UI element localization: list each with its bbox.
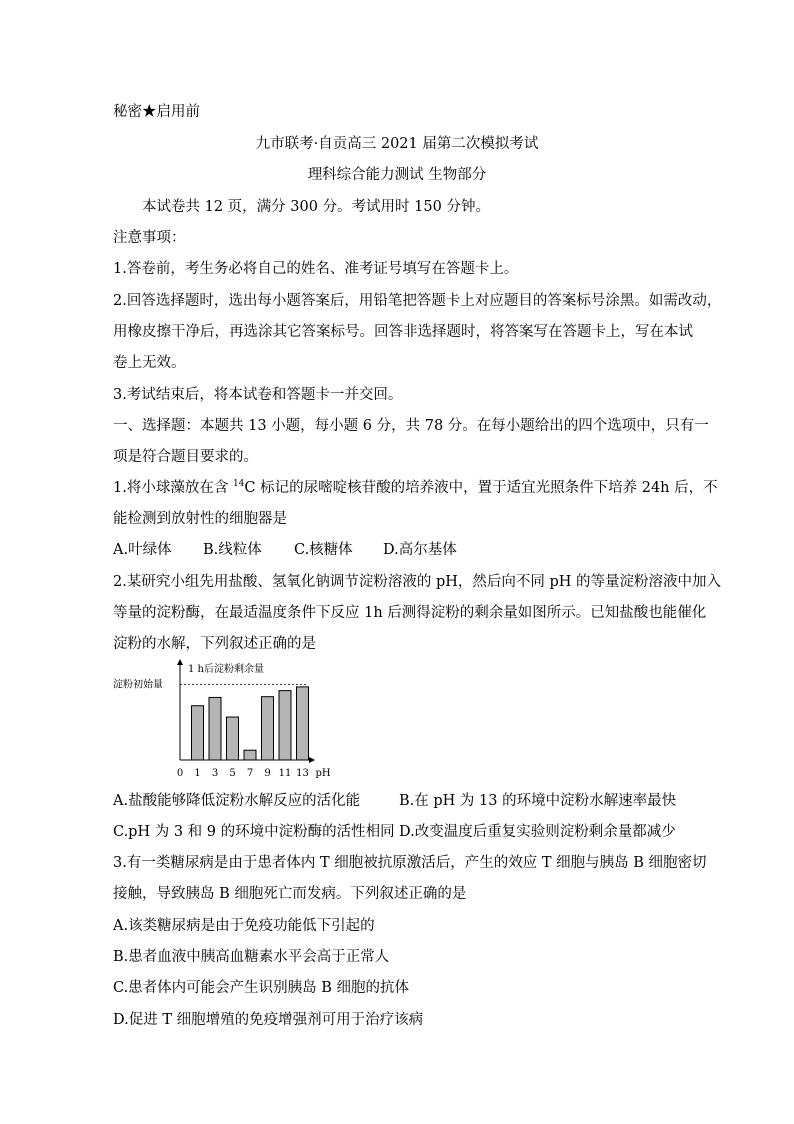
q3-option-c: C.患者体内可能会产生识别胰岛 B 细胞的抗体 — [113, 980, 410, 996]
q1-stem-post: C 标记的尿嘧啶核苷酸的培养液中，置于适宜光照条件下培养 24h 后，不 — [244, 480, 718, 496]
q1-option-b: B.线粒体 — [203, 542, 262, 558]
x-origin-tick: 0 — [176, 768, 184, 779]
q3-option-a: A.该类糖尿病是由于免疫功能低下引起的 — [113, 918, 375, 934]
q2-option-c: C.pH 为 3 和 9 的环境中淀粉酶的活性相同 — [113, 824, 395, 840]
q3-stem-line-2: 接触，导致胰岛 B 细胞死亡而发病。下列叙述正确的是 — [113, 886, 467, 902]
x-tick-5: 5 — [229, 768, 236, 779]
x-tick-13: 13 — [296, 768, 309, 779]
q1-option-d: D.高尔基体 — [383, 542, 457, 558]
x-tick-7: 7 — [246, 768, 254, 779]
starch-remaining-chart — [112, 658, 342, 783]
y-axis-label: 1 h后淀粉剩余量 — [188, 664, 264, 675]
bar-ph-11 — [279, 691, 291, 760]
x-tick-1: 1 — [194, 768, 201, 779]
bar-ph-7 — [244, 750, 256, 760]
q1-option-c: C.核糖体 — [294, 542, 353, 558]
note-2-line-3: 卷上无效。 — [113, 355, 186, 371]
note-2-line-1: 2.回答选择题时，选出每小题答案后，用铅笔把答题卡上对应题目的答案标号涂黑。如需改动， — [113, 293, 722, 309]
q2-stem-line-3: 淀粉的水解，下列叙述正确的是 — [113, 636, 316, 652]
q3-option-b: B.患者血液中胰高血糖素水平会高于正常人 — [113, 949, 390, 965]
q2-stem-line-1: 2.某研究小组先用盐酸、氢氧化钠调节淀粉溶液的 pH，然后向不同 pH 的等量淀粉溶液中加入 — [113, 574, 722, 590]
q1-stem-line-2: 能检测到放射性的细胞器是 — [113, 511, 287, 527]
exam-info: 本试卷共 12 页，满分 300 分。考试用时 150 分钟。 — [142, 199, 490, 215]
q1-isotope-sup: 14 — [232, 479, 245, 490]
exam-subtitle: 理科综合能力测试 生物部分 — [307, 167, 487, 183]
x-tick-3: 3 — [211, 768, 219, 779]
q2-option-b: B.在 pH 为 13 的环境中淀粉水解速率最快 — [399, 793, 677, 809]
section-instruction-line-2: 项是符合题目要求的。 — [113, 449, 258, 465]
bar-ph-5 — [227, 717, 239, 760]
bar-ph-1 — [192, 706, 204, 760]
x-tick-9: 9 — [264, 768, 271, 779]
section-instruction-line-1: 一、选择题：本题共 13 小题，每小题 6 分，共 78 分。在每小题给出的四个选项中，只有一 — [113, 418, 709, 434]
secret-label: 秘密★启用前 — [113, 104, 200, 120]
bar-ph-9 — [262, 697, 274, 760]
q2-option-d: D.改变温度后重复实验则淀粉剩余量都减少 — [399, 824, 676, 840]
note-2-line-2: 用橡皮擦干净后，再选涂其它答案标号。回答非选择题时，将答案写在答题卡上，写在本试 — [113, 324, 693, 340]
note-3: 3.考试结束后，将本试卷和答题卡一并交回。 — [113, 387, 403, 403]
q2-option-a: A.盐酸能够降低淀粉水解反应的活化能 — [113, 793, 361, 809]
q1-option-a: A.叶绿体 — [113, 542, 172, 558]
q3-stem-line-1: 3.有一类糖尿病是由于患者体内 T 细胞被抗原激活后，产生的效应 T 细胞与胰岛 B 细胞密切 — [113, 855, 707, 871]
q1-stem-line-1 — [113, 478, 718, 498]
q2-stem-line-2: 等量的淀粉酶，在最适温度条件下反应 1h 后测得淀粉的剩余量如图所示。已知盐酸也能催化 — [113, 605, 707, 621]
q3-option-d: D.促进 T 细胞增殖的免疫增强剂可用于治疗该病 — [113, 1012, 424, 1028]
initial-amount-label: 淀粉初始量 — [113, 679, 163, 691]
exam-title: 九市联考·自贡高三 2021 届第二次模拟考试 — [255, 136, 539, 152]
q1-stem-pre: 1.将小球藻放在含 — [113, 480, 233, 496]
bar-ph-13 — [297, 687, 309, 760]
note-1: 1.答卷前，考生务必将自己的姓名、准考证号填写在答题卡上。 — [113, 261, 519, 277]
notes-heading: 注意事项： — [113, 230, 186, 246]
bar-ph-3 — [209, 697, 221, 760]
x-axis-label: pH — [315, 768, 331, 779]
x-tick-11: 11 — [278, 768, 292, 779]
